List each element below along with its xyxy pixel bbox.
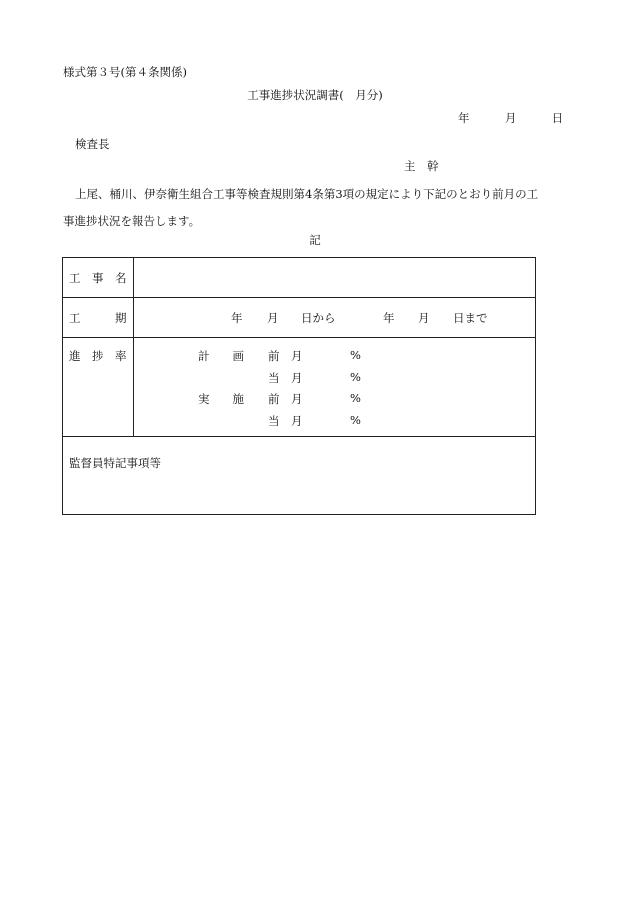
actual-prev-month-percent: % — [350, 391, 361, 405]
signer-title: 主 幹 — [404, 159, 439, 173]
plan-curr-month-label: 当 月 — [268, 371, 303, 385]
plan-prev-month-percent: % — [350, 348, 361, 362]
progress-row — [63, 338, 535, 437]
date-day: 日 — [551, 111, 564, 125]
period-row — [63, 298, 535, 338]
period-start-year: 年 — [231, 311, 243, 325]
ki-heading: 記 — [309, 233, 321, 247]
period-start-month: 月 — [267, 311, 279, 325]
remarks-label: 監督員特記事項等 — [69, 456, 161, 470]
period-label: 工 期 — [69, 311, 127, 325]
actual-curr-month-percent: % — [350, 413, 361, 427]
period-end-month: 月 — [418, 311, 430, 325]
report-body-text: 上尾、桶川、伊奈衛生組合工事等検査規則第4条第3項の規定により下記のとおり前月の工事進捗状況を報告します。 — [63, 187, 539, 228]
actual-label: 実 施 — [198, 392, 244, 406]
period-end-year: 年 — [383, 311, 395, 325]
addressee: 検査長 — [75, 137, 110, 151]
document-title: 工事進捗状況調書( 月分) — [247, 88, 383, 102]
period-start-day: 日から — [301, 311, 336, 325]
work-name-label: 工 事 名 — [69, 271, 127, 285]
work-name-field[interactable] — [134, 258, 535, 297]
plan-label: 計 画 — [198, 349, 244, 363]
form-number: 様式第３号(第４条関係) — [63, 65, 187, 79]
date-month: 月 — [504, 111, 517, 125]
actual-curr-month-label: 当 月 — [268, 414, 303, 428]
date-line — [458, 110, 563, 126]
plan-curr-month-percent: % — [350, 370, 361, 384]
work-name-row — [63, 258, 535, 298]
progress-report-table — [62, 257, 536, 515]
plan-prev-month-label: 前 月 — [268, 349, 303, 363]
period-end-day: 日まで — [453, 311, 488, 325]
date-year: 年 — [458, 111, 470, 125]
actual-prev-month-label: 前 月 — [268, 392, 303, 406]
progress-label: 進 捗 率 — [69, 349, 127, 363]
remarks-row — [63, 437, 535, 516]
